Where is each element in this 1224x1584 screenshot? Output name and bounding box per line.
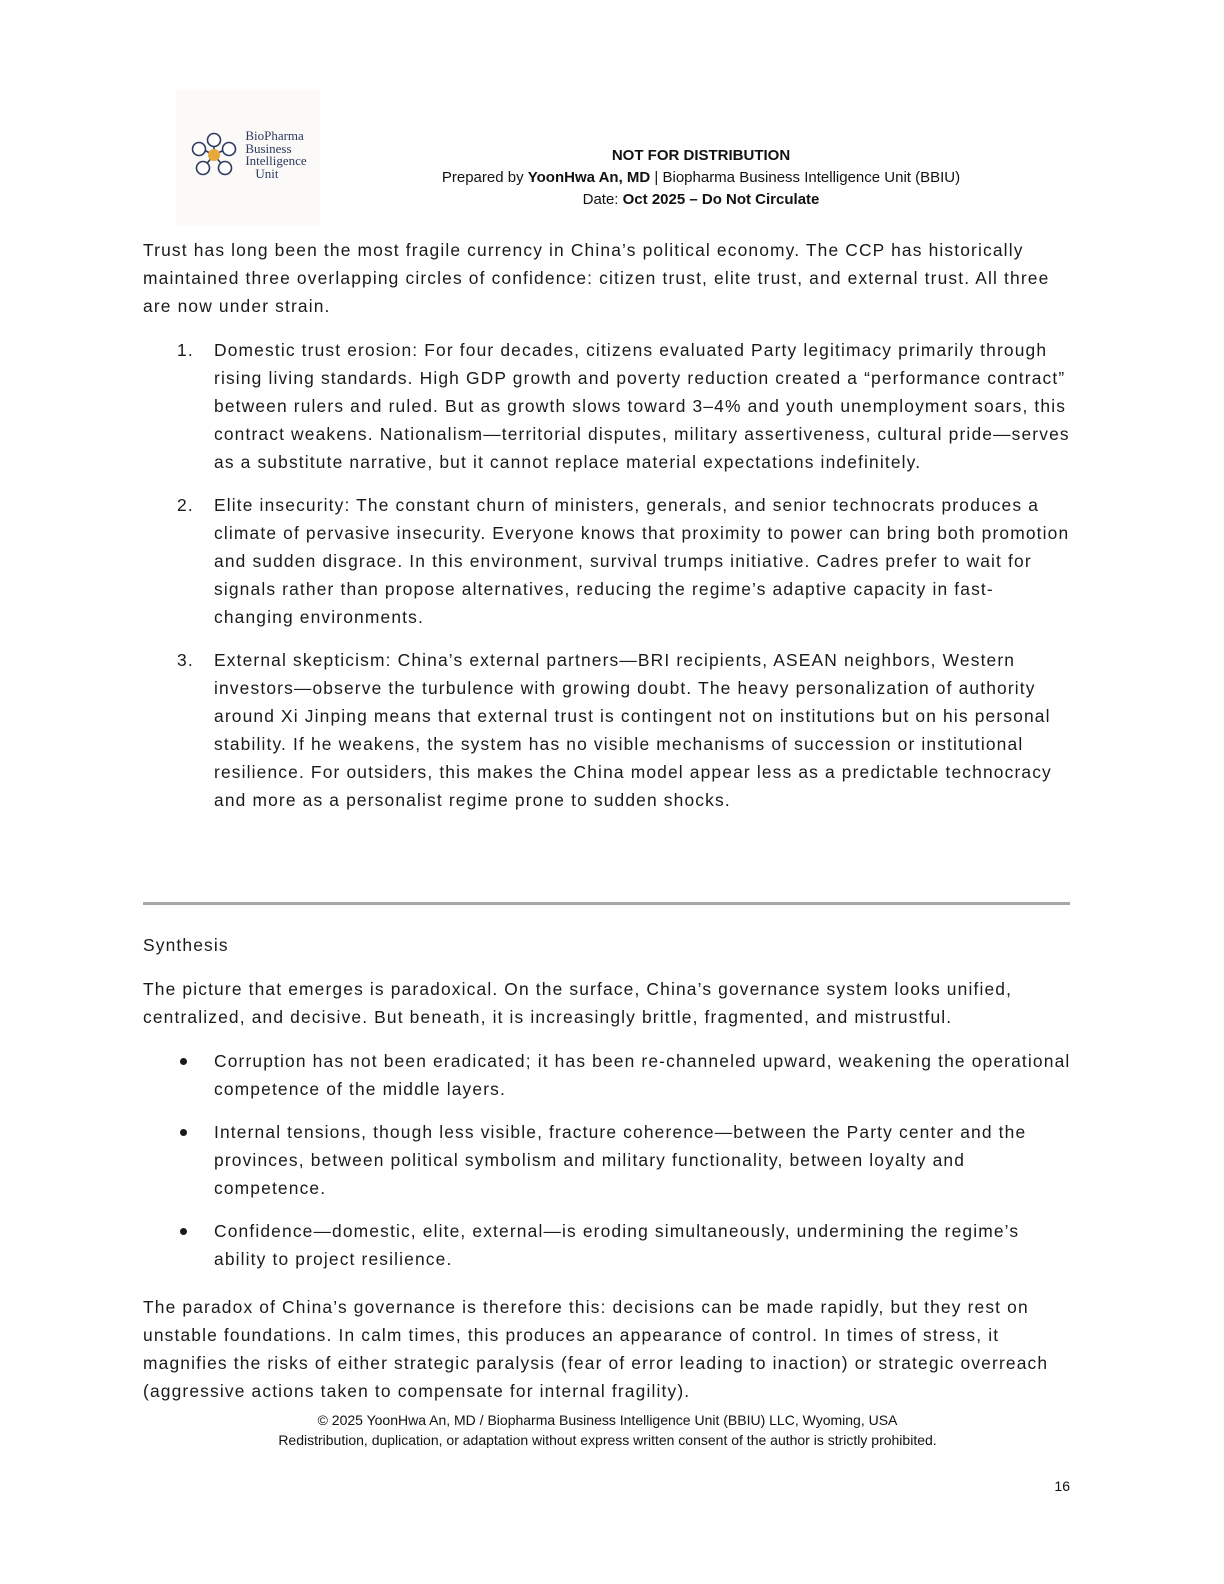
date-line: Date: Oct 2025 – Do Not Circulate xyxy=(582,191,820,208)
section-divider xyxy=(143,902,1070,905)
bullet-item xyxy=(143,1047,1073,1103)
copyright-line: © 2025 YoonHwa An, MD / Biopharma Business Intelligence Unit (BBIU) LLC, Wyoming, USA xyxy=(317,1412,898,1428)
bullet-text: Confidence—domestic, elite, external—is eroding simultaneously, undermining the regime’s ability to project resilience. xyxy=(214,1221,1020,1269)
list-item xyxy=(143,491,1073,631)
paradox-paragraph: The paradox of China’s governance is therefore this: decisions can be made rapidly, but they rest on unstable foundations. In calm times, this produces an appearance of control. In times of stress, it magnifies the risks of either strategic paralysis (fear of error leading to inaction) or strategic overreach (aggressive actions taken to compensate for internal fragility). xyxy=(143,1297,1049,1401)
list-number: 1. xyxy=(177,340,194,360)
page-number: 16 xyxy=(1054,1478,1070,1494)
prepared-by-line: Prepared by YoonHwa An, MD | Biopharma Business Intelligence Unit (BBIU) xyxy=(441,169,961,186)
list-item xyxy=(143,336,1073,476)
bbiu-logo xyxy=(176,90,320,226)
bullet-text: Corruption has not been eradicated; it has been re-channeled upward, weakening the operational competence of the middle layers. xyxy=(214,1051,1071,1099)
synthesis-paragraph: The picture that emerges is paradoxical. On the surface, China’s governance system looks unified, centralized, and decisive. But beneath, it is increasingly brittle, fragmented, and mistrustful. xyxy=(143,979,1013,1027)
trust-circles-list xyxy=(143,336,1073,829)
bullet-text: Internal tensions, though less visible, fracture coherence—between the Party center and the provinces, between political symbolism and military functionality, between loyalty and competence. xyxy=(214,1122,1027,1198)
list-item xyxy=(143,646,1073,814)
bullet-item xyxy=(143,1217,1073,1273)
list-number: 3. xyxy=(177,650,194,670)
bullet-icon xyxy=(180,1228,187,1235)
list-number: 2. xyxy=(177,495,194,515)
bullet-icon xyxy=(180,1058,187,1065)
author-name: YoonHwa An, MD xyxy=(527,169,651,186)
intro-paragraph: Trust has long been the most fragile currency in China’s political economy. The CCP has historically maintained three overlapping circles of confidence: citizen trust, elite trust, and external trust. All three are now under strain. xyxy=(143,240,1050,316)
list-item-text: Domestic trust erosion: For four decades, citizens evaluated Party legitimacy primarily through rising living standards. High GDP growth and poverty reduction created a “performance contract” between rulers and ruled. But as growth slows toward 3–4% and youth unemployment soars, this contract weakens. Nationalism—territorial disputes, military assertiveness, cultural pride—serves as a substitute narrative, but it cannot replace material expectations indefinitely. xyxy=(214,340,1070,472)
list-item-text: External skepticism: China’s external partners—BRI recipients, ASEAN neighbors, Western investors—observe the turbulence with growing doubt. The heavy personalization of authority around Xi Jinping means that external trust is contingent not on institutions but on his personal stability. If he weakens, the system has no visible mechanisms of succession or institutional resilience. For outsiders, this makes the China model appear less as a predictable technocracy and more as a personalist regime prone to sudden shocks. xyxy=(214,650,1052,810)
section-heading: Synthesis xyxy=(143,935,229,955)
redistribution-notice: Redistribution, duplication, or adaptation without express written consent of the author is strictly prohibited. xyxy=(278,1432,937,1448)
distribution-notice: NOT FOR DISTRIBUTION xyxy=(611,147,791,164)
copyright-footer xyxy=(200,1410,1015,1450)
molecule-icon xyxy=(189,132,239,178)
date-value: Oct 2025 – Do Not Circulate xyxy=(622,191,820,208)
logo-wordmark: BioPharma Business Intelligence Unit xyxy=(245,128,307,181)
document-header xyxy=(400,145,1002,211)
bullet-icon xyxy=(180,1129,187,1136)
bullet-item xyxy=(143,1118,1073,1202)
list-item-text: Elite insecurity: The constant churn of ministers, generals, and senior technocrats produces a climate of pervasive insecurity. Everyone knows that proximity to power can bring both promotion and sudden disgrace. In this environment, survival trumps initiative. Cadres prefer to wait for signals rather than propose alternatives, reducing the regime’s adaptive capacity in fast-changing environments. xyxy=(214,495,1070,627)
synthesis-bullets xyxy=(143,1047,1073,1288)
